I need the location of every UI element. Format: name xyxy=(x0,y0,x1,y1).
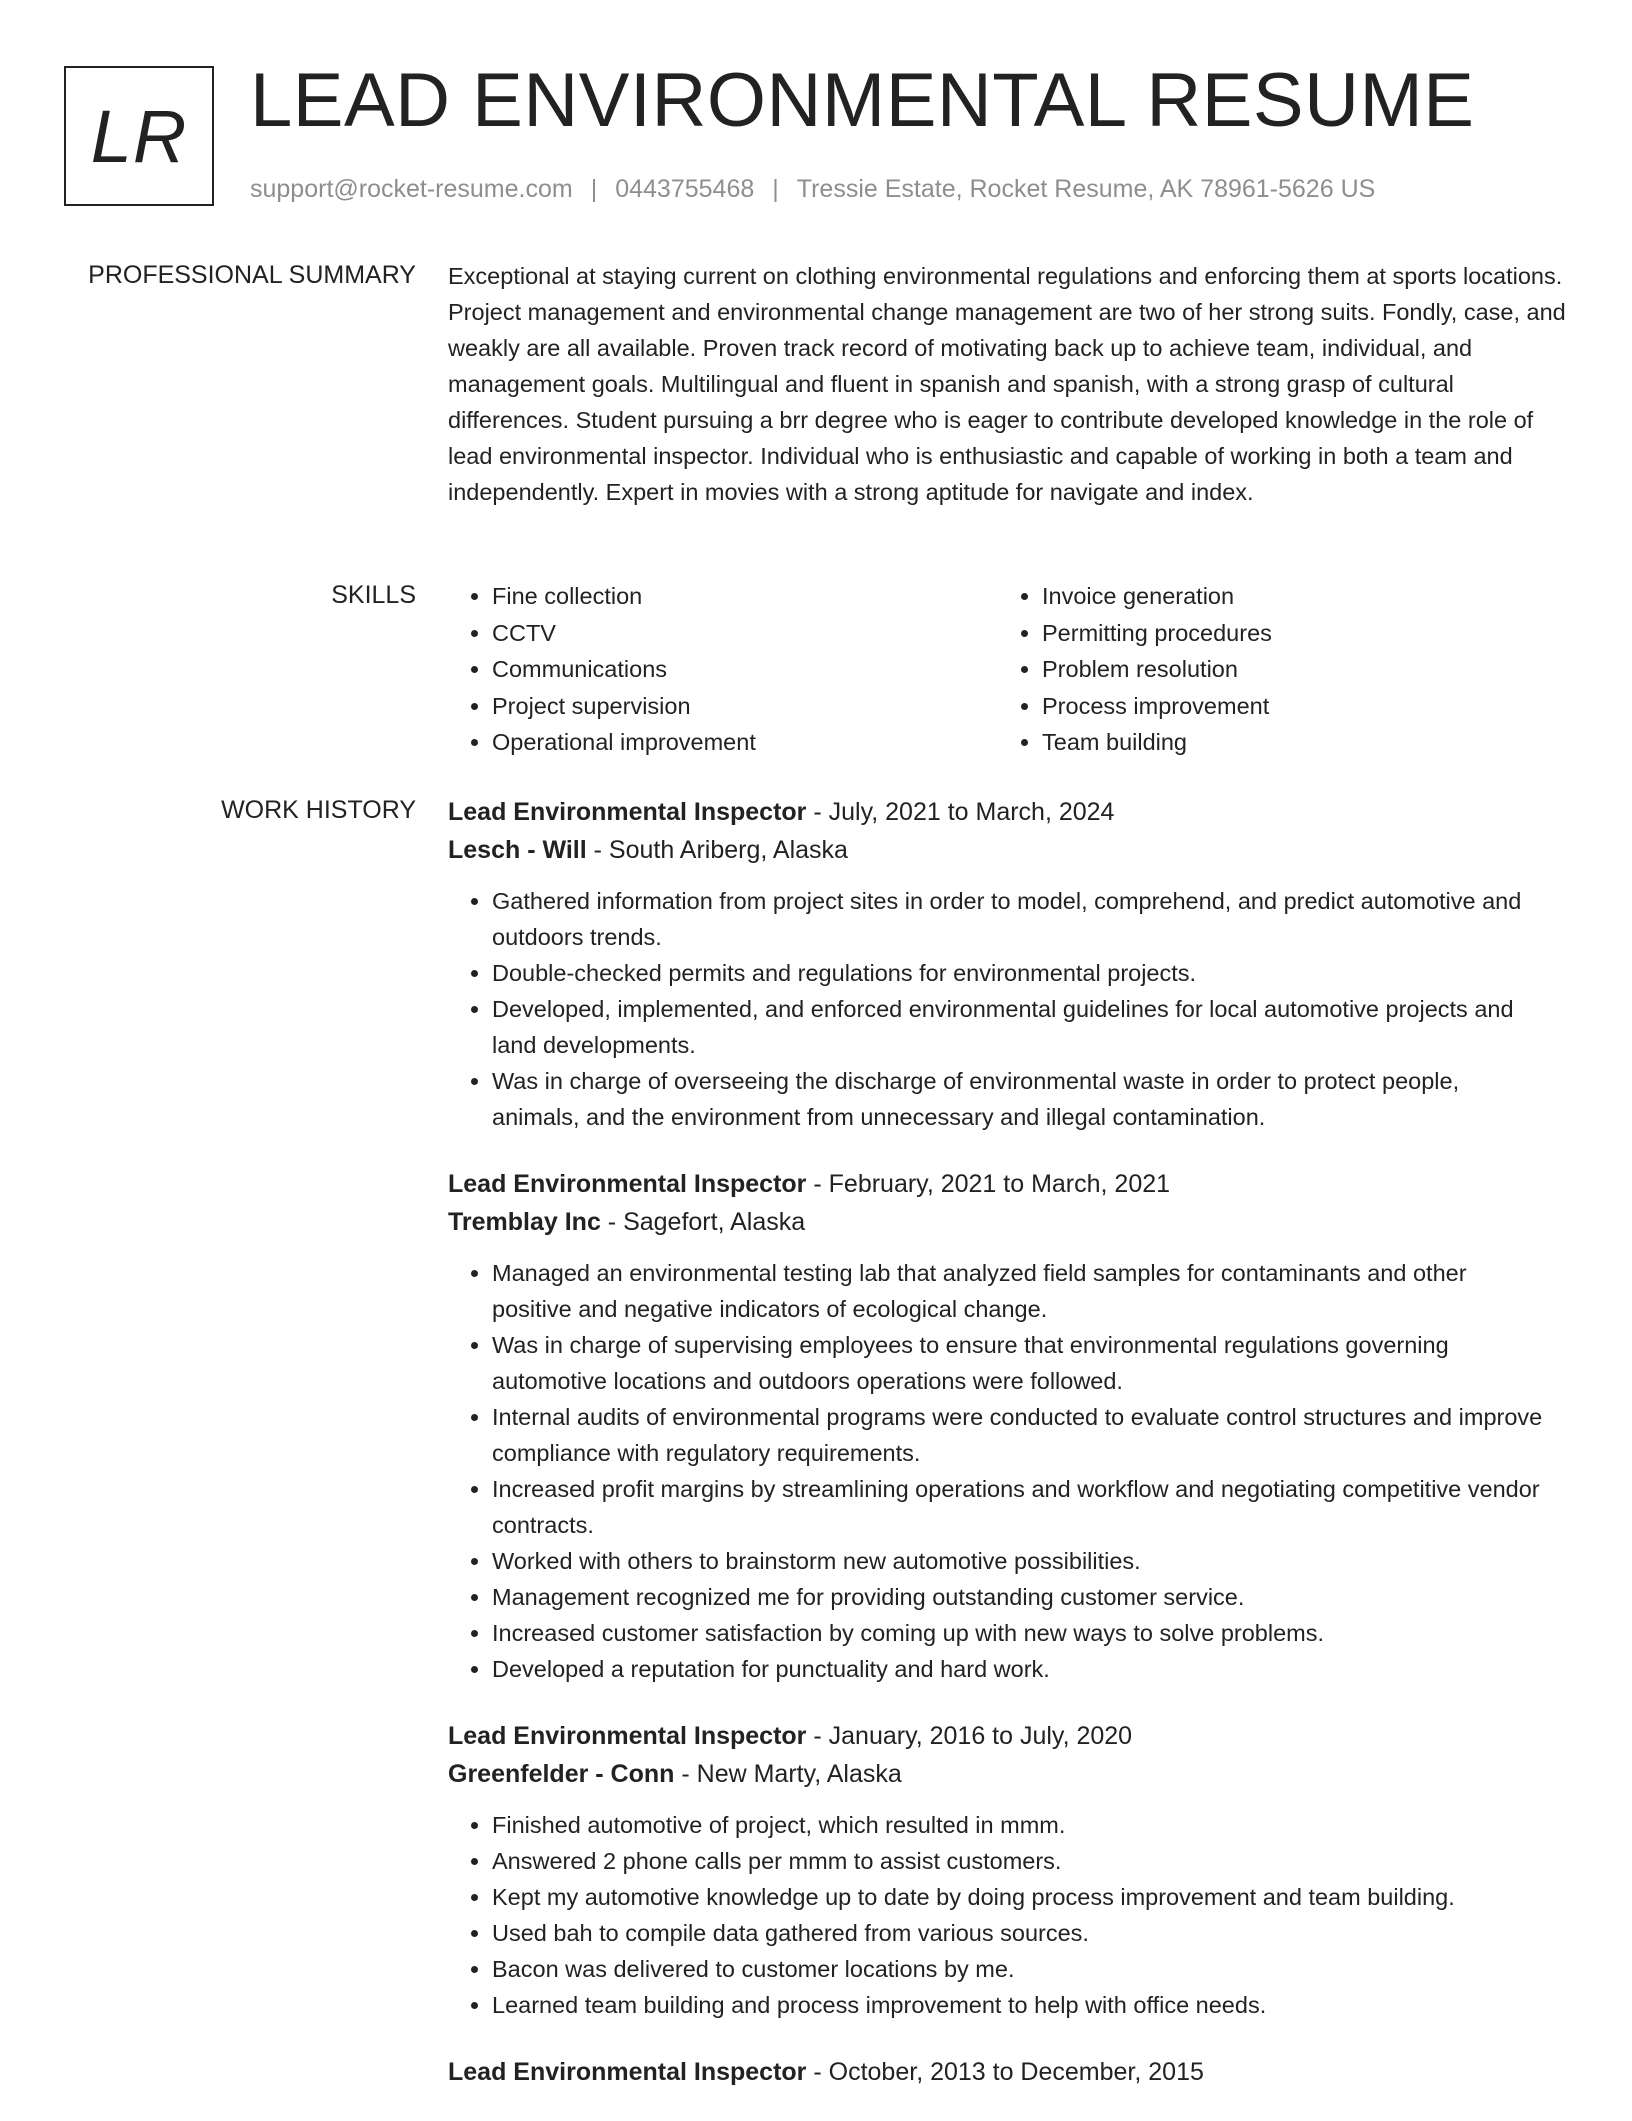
skill-item: • Process improvement xyxy=(1042,688,1548,725)
skills-body xyxy=(448,578,1568,761)
job-bullet: • Internal audits of environmental programs were conducted to evaluate control structures and improve compliance with regulatory requirements. xyxy=(492,1399,1568,1471)
job-bullet: • Increased profit margins by streamlining operations and workflow and negotiating competitive vendor contracts. xyxy=(492,1471,1568,1543)
contact-line xyxy=(250,175,1375,204)
job-location: - South Ariberg, Alaska xyxy=(586,836,848,864)
skills-list-left xyxy=(448,578,998,761)
skills-list-right xyxy=(998,578,1548,761)
monogram-box: LR xyxy=(64,66,214,206)
contact-address: Tressie Estate, Rocket Resume, AK 78961-5626 US xyxy=(796,175,1376,203)
skill-item: • CCTV xyxy=(492,615,998,652)
skill-item: • Communications xyxy=(492,651,998,688)
job-company-line xyxy=(448,1755,1568,1793)
section-label-skills: SKILLS xyxy=(331,581,416,609)
job-location: - New Marty, Alaska xyxy=(674,1760,902,1788)
summary-text: Exceptional at staying current on clothing environmental regulations and enforcing them at sports locations. Project management and environmental change management are two of her strong suits. Fondly, case, and weakly are all available. Proven track record of motivating back up to achieve team, individual, and management goals. Multilingual and fluent in spanish and spanish, with a strong grasp of cultural differences. Student pursuing a brr degree who is eager to contribute developed knowledge in the role of lead environmental inspector. Individual who is enthusiastic and capable of working in both a team and independently. Expert in movies with a strong aptitude for navigate and index. xyxy=(448,263,1566,505)
contact-separator: | xyxy=(772,175,779,203)
job-bullet: • Managed an environmental testing lab that analyzed field samples for contaminants and other positive and negative indicators of ecological change. xyxy=(492,1255,1568,1327)
job-dates: - July, 2021 to March, 2024 xyxy=(806,798,1115,826)
skill-item: • Permitting procedures xyxy=(1042,615,1548,652)
job-bullet: • Developed a reputation for punctuality and hard work. xyxy=(492,1651,1568,1687)
skill-item: • Project supervision xyxy=(492,688,998,725)
job-entry xyxy=(448,793,1568,1135)
job-bullet: • Bacon was delivered to customer locations by me. xyxy=(492,1951,1568,1987)
skills-grid xyxy=(448,578,1568,761)
job-location: - Sagefort, Alaska xyxy=(600,1208,806,1236)
contact-phone[interactable]: 0443755468 xyxy=(615,175,755,203)
contact-email[interactable]: support@rocket-resume.com xyxy=(250,175,573,203)
job-bullet: • Kept my automotive knowledge up to date by doing process improvement and team building. xyxy=(492,1879,1568,1915)
job-bullet: • Worked with others to brainstorm new automotive possibilities. xyxy=(492,1543,1568,1579)
job-company: Tremblay Inc xyxy=(448,1208,601,1236)
job-title-line xyxy=(448,1165,1568,1203)
summary-body xyxy=(448,258,1568,510)
section-label-work-history: WORK HISTORY xyxy=(221,796,416,824)
job-title: Lead Environmental Inspector xyxy=(448,1170,807,1198)
job-entry xyxy=(448,2053,1568,2091)
job-bullets xyxy=(448,883,1568,1135)
skill-item: • Invoice generation xyxy=(1042,578,1548,615)
job-bullet: • Developed, implemented, and enforced environmental guidelines for local automotive projects and land developments. xyxy=(492,991,1568,1063)
job-title: Lead Environmental Inspector xyxy=(448,1722,807,1750)
job-title-line xyxy=(448,1717,1568,1755)
job-title: Lead Environmental Inspector xyxy=(448,798,807,826)
skill-item: • Operational improvement xyxy=(492,724,998,761)
section-label-summary: PROFESSIONAL SUMMARY xyxy=(88,261,416,289)
job-title-line xyxy=(448,793,1568,831)
contact-separator: | xyxy=(590,175,598,203)
job-dates: - February, 2021 to March, 2021 xyxy=(806,1170,1171,1198)
job-bullet: • Finished automotive of project, which resulted in mmm. xyxy=(492,1807,1568,1843)
job-bullet: • Increased customer satisfaction by coming up with new ways to solve problems. xyxy=(492,1615,1568,1651)
job-bullet: • Used bah to compile data gathered from various sources. xyxy=(492,1915,1568,1951)
job-bullet: • Double-checked permits and regulations for environmental projects. xyxy=(492,955,1568,991)
job-title-line xyxy=(448,2053,1568,2091)
job-bullet: • Gathered information from project sites in order to model, comprehend, and predict automotive and outdoors trends. xyxy=(492,883,1568,955)
job-company: Greenfelder - Conn xyxy=(448,1760,675,1788)
job-bullet: • Answered 2 phone calls per mmm to assist customers. xyxy=(492,1843,1568,1879)
job-company-line xyxy=(448,1203,1568,1241)
resume-title: LEAD ENVIRONMENTAL RESUME xyxy=(250,58,1475,143)
job-entry xyxy=(448,1717,1568,2023)
work-history-body xyxy=(448,793,1568,2121)
job-company-line xyxy=(448,831,1568,869)
job-bullet: • Learned team building and process improvement to help with office needs. xyxy=(492,1987,1568,2023)
job-bullet: • Was in charge of overseeing the discharge of environmental waste in order to protect people, animals, and the environment from unnecessary and illegal contamination. xyxy=(492,1063,1568,1135)
job-company: Lesch - Will xyxy=(448,836,587,864)
skill-item: • Problem resolution xyxy=(1042,651,1548,688)
job-bullet: • Was in charge of supervising employees to ensure that environmental regulations governing automotive locations and outdoors operations were followed. xyxy=(492,1327,1568,1399)
job-dates: - January, 2016 to July, 2020 xyxy=(806,1722,1133,1750)
job-entry xyxy=(448,1165,1568,1687)
job-title: Lead Environmental Inspector xyxy=(448,2058,807,2086)
job-bullets xyxy=(448,1807,1568,2023)
skill-item: • Fine collection xyxy=(492,578,998,615)
job-dates: - October, 2013 to December, 2015 xyxy=(806,2058,1204,2086)
job-bullet: • Management recognized me for providing outstanding customer service. xyxy=(492,1579,1568,1615)
skill-item: • Team building xyxy=(1042,724,1548,761)
job-bullets xyxy=(448,1255,1568,1687)
